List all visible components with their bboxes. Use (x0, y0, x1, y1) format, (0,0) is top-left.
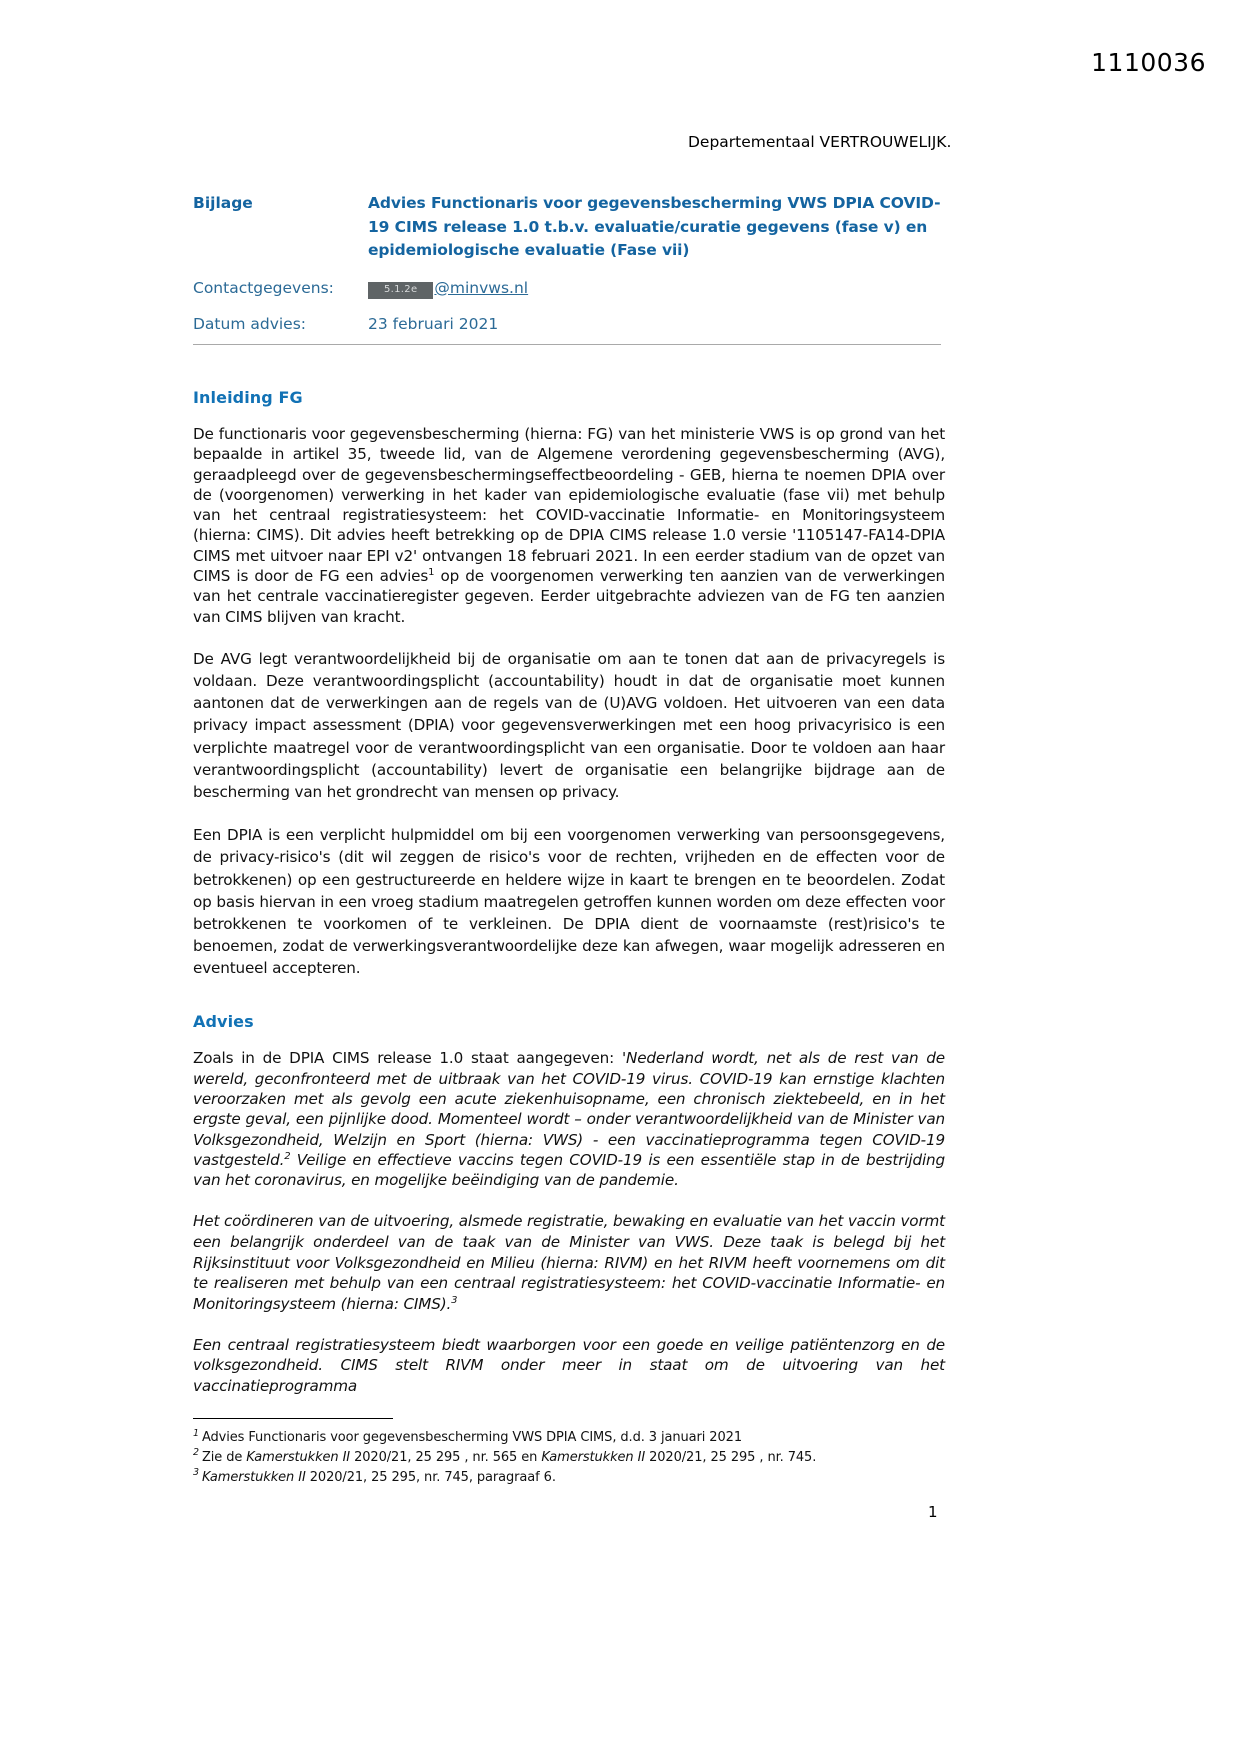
paragraph-inleiding-1 (193, 424, 945, 627)
document-number: 1110036 (1091, 48, 1206, 77)
document-body (193, 388, 945, 1417)
contact-label: Contactgegevens: (193, 278, 334, 297)
footnote-ref-2[interactable]: 2 (284, 1150, 291, 1162)
footnote-marker: 3 (193, 1467, 199, 1479)
date-value: 23 februari 2021 (368, 315, 499, 334)
date-label: Datum advies: (193, 315, 307, 334)
contact-value (368, 277, 953, 300)
paragraph-advies-1 (193, 1048, 945, 1190)
meta-row-contact (193, 277, 953, 300)
meta-row-date (193, 313, 953, 335)
advies-1-quote-b: Veilige en effectieve vaccins tegen COVID-19 is een essentiële stap in de bestrijding van het coronavirus, en mogelijke beëindiging van de pandemie. (193, 1150, 945, 1190)
header-divider (193, 344, 941, 345)
paragraph-inleiding-3: Een DPIA is een verplicht hulpmiddel om bij een voorgenomen verwerking van persoonsgegevens, de privacy-risico's (dit wil zeggen de risico's voor de rechten, vrijheden en de effecten voor de betrokkenen) op een gestructureerde en heldere wijze in kaart te brengen en te beoordelen. Zodat op basis hiervan in een vroeg stadium maatregelen getroffen kunnen worden om deze effecten voor betrokkenen te voorkomen of te verkleinen. De DPIA dient de voornaamste (rest)risico's te benoemen, zodat de verwerkingsverantwoordelijke deze kan afwegen, waar mogelijk adresseren en eventueel accepteren. (193, 826, 945, 978)
footnote-ref-3[interactable]: 3 (451, 1295, 458, 1307)
footnote-text-italic-2: Kamerstukken II (541, 1449, 646, 1465)
footnotes-block (193, 1418, 945, 1487)
bijlage-title: Advies Functionaris voor gegevensbescherming VWS DPIA COVID-19 CIMS release 1.0 t.b.v. evaluatie/curatie gegevens (fase v) en epidemiologische evaluatie (Fase vii) (368, 194, 941, 260)
footnote-marker: 2 (193, 1447, 199, 1459)
footnote-ref-1[interactable]: 1 (428, 566, 435, 578)
page-number: 1 (928, 1503, 938, 1521)
redaction-box: 5.1.2e (368, 282, 433, 300)
footnote-text-plain-3: 2020/21, 25 295 , nr. 745. (645, 1449, 817, 1465)
meta-row-bijlage (193, 192, 953, 263)
paragraph-inleiding-2: De AVG legt verantwoordelijkheid bij de organisatie om aan te tonen dat aan de privacyregels is voldaan. Deze verantwoordingsplicht (accountability) houdt in dat de organisatie moet kunnen aantonen dat de verwerkingen aan de regels van de (U)AVG voldoen. Het uitvoeren van een data privacy impact assessment (DPIA) voor gegevensverwerkingen met een hoog privacyrisico is een verplichte maatregel voor de verantwoordingsplicht van een organisatie. Door te voldoen aan haar verantwoordingsplicht (accountability) levert de organisatie een belangrijke bijdrage aan de bescherming van het grondrecht van mensen op privacy. (193, 649, 945, 801)
footnote-separator (193, 1418, 393, 1419)
footnote-item (193, 1448, 945, 1468)
footnote-marker: 1 (193, 1427, 199, 1439)
classification-marking: Departementaal VERTROUWELIJK. (688, 133, 952, 151)
footnote-item (193, 1468, 945, 1488)
advies-1-lead: Zoals in de DPIA CIMS release 1.0 staat aangegeven: (193, 1049, 622, 1068)
footnote-text-plain-1: Zie de (201, 1449, 247, 1465)
footnote-text-plain-2: 2020/21, 25 295 , nr. 565 en (350, 1449, 542, 1465)
footnote-text-italic-1: Kamerstukken II (201, 1469, 306, 1485)
advies-2-text: Het coördineren van de uitvoering, alsmede registratie, bewaking en evaluatie van het vaccin vormt een belangrijk onderdeel van de taak van de Minister van VWS. Deze taak is belegd bij het Rijksinstituut voor Volksgezondheid en Milieu (hierna: RIVM) en het RIVM heeft voornemens om dit te realiseren met behulp van een centraal registratiesysteem: het COVID-vaccinatie Informatie- en Monitoringsysteem (hierna: CIMS). (193, 1212, 945, 1314)
advies-1-quote-a: 'Nederland wordt, net als de rest van de wereld, geconfronteerd met de uitbraak van het COVID-19 virus. COVID-19 kan ernstige klachten veroorzaken met als gevolg een acute ziekenhuisopname, een chronisch ziektebeeld, en in het ergste geval, een pijnlijke dood. Momenteel wordt – onder verantwoordelijkheid van de Minister van Volksgezondheid, Welzijn en Sport (hierna: VWS) - een vaccinatieprogramma tegen COVID-19 vastgesteld. (193, 1049, 945, 1169)
paragraph-inleiding-1-part-a: De functionaris voor gegevensbescherming (hierna: FG) van het ministerie VWS is op grond van het bepaalde in artikel 35, tweede lid, van de Algemene verordening gegevensbescherming (AVG), geraadpleegd over de gegevensbeschermingseffectbeoordeling - GEB, hierna te noemen DPIA over de (voorgenomen) verwerking in het kader van epidemiologische evaluatie (fase vii) met behulp van het centraal registratiesysteem: het COVID-vaccinatie Informatie- en Monitoringsysteem (hierna: CIMS). Dit advies heeft betrekking op de DPIA CIMS release 1.0 versie '1105147-FA14-DPIA CIMS met uitvoer naar EPI v2' ontvangen 18 februari 2021. In een eerder stadium van de opzet van CIMS is door de FG een advies (193, 425, 945, 585)
footnote-text-plain-2: 2020/21, 25 295, nr. 745, paragraaf 6. (305, 1469, 556, 1485)
footnote-text-italic-1: Kamerstukken II (246, 1449, 351, 1465)
section-spacer (193, 1000, 945, 1012)
contact-email-link[interactable]: @minvws.nl (434, 278, 529, 297)
footnote-item (193, 1428, 945, 1448)
bijlage-label: Bijlage (193, 194, 253, 212)
metadata-block (193, 192, 953, 350)
paragraph-advies-2 (193, 1211, 945, 1314)
paragraph-inleiding-1-part-b: op de voorgenomen verwerking ten aanzien van de verwerkingen van het centrale vaccinatieregister gegeven. Eerder uitgebrachte adviezen van de FG ten aanzien van CIMS blijven van kracht. (193, 566, 945, 626)
heading-advies: Advies (193, 1012, 254, 1032)
heading-inleiding-fg: Inleiding FG (193, 388, 303, 407)
paragraph-advies-3: Een centraal registratiesysteem biedt waarborgen voor een goede en veilige patiëntenzorg en de volksgezondheid. CIMS stelt RIVM onder meer in staat om de uitvoering van het vaccinatieprogramma (193, 1335, 945, 1396)
footnote-text-plain-1: Advies Functionaris voor gegevensbescherming VWS DPIA CIMS, d.d. 3 januari 2021 (201, 1430, 742, 1445)
